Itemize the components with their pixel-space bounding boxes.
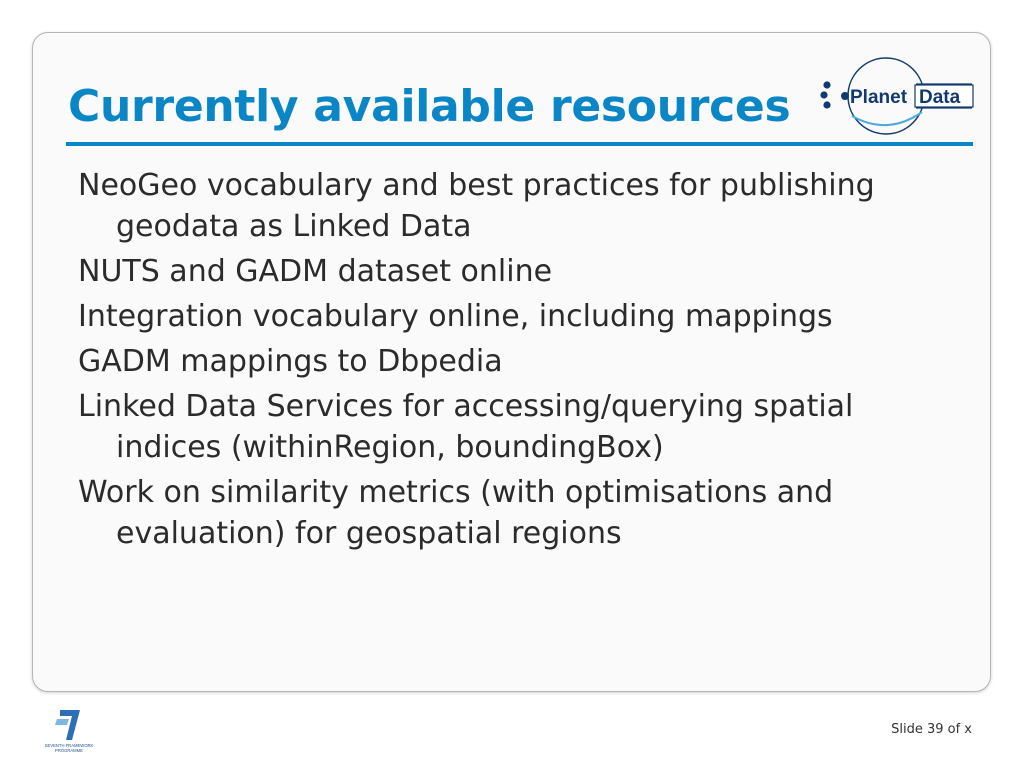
planetdata-logo <box>818 54 978 140</box>
logo-dot <box>823 81 830 88</box>
slide-title: Currently available resources <box>68 81 791 132</box>
fp7-logo <box>42 706 96 754</box>
logo-dot <box>820 91 827 98</box>
logo-dot <box>823 101 830 108</box>
bullet-list <box>78 165 958 558</box>
logo-word-data: Data <box>919 87 961 108</box>
fp7-label-line2: PROGRAMME <box>55 748 83 753</box>
bullet-item: GADM mappings to Dbpedia <box>78 344 503 379</box>
logo-word-planet: Planet <box>850 87 908 108</box>
bullet-item: Integration vocabulary online, including mappings <box>78 299 833 334</box>
title-underline <box>66 142 973 146</box>
bullet-item: Work on similarity metrics (with optimisations and evaluation) for geospatial regions <box>78 475 834 551</box>
bullet-item: Linked Data Services for accessing/querying spatial indices (withinRegion, boundingBox) <box>78 389 854 465</box>
logo-planet-dot <box>841 92 849 100</box>
bullet-item: NeoGeo vocabulary and best practices for publishing geodata as Linked Data <box>78 168 875 244</box>
fp7-label-line1: SEVENTH FRAMEWORK <box>44 743 94 748</box>
bullet-item: NUTS and GADM dataset online <box>78 254 553 289</box>
slide-number: Slide 39 of x <box>891 722 972 737</box>
logo-swoosh <box>852 112 922 125</box>
fp7-seven-accent <box>55 719 69 725</box>
